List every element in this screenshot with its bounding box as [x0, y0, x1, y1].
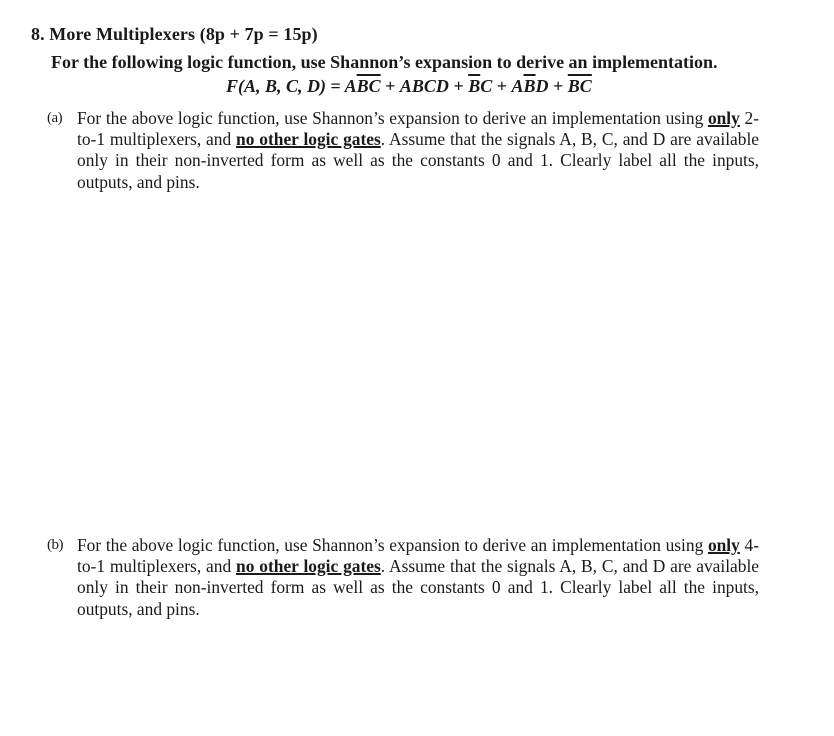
equation-term-5-bar: $\overline{BC}$ [567, 76, 592, 96]
part-a-no-other-logic-gates: no other logic gates [236, 129, 381, 150]
equation-term-1-bar: $\overline{BC}$ [356, 76, 381, 96]
equation-term-4-a: A [511, 76, 524, 96]
equation-term-4-d: D [535, 76, 549, 96]
part-b-text [77, 535, 759, 620]
part-a-text-1: For the above logic function, use Shannon’s expansion to derive an implementation using [77, 108, 708, 128]
equation-term-3-bar: $\overline{B}$ [468, 76, 481, 96]
equation-plus: + [380, 76, 400, 96]
part-a [47, 108, 759, 193]
part-b [47, 535, 759, 620]
problem-intro: For the following logic function, use Shannon’s expansion to derive an implementation. [51, 52, 718, 72]
part-a-text-2: 2-to-1 multiplexers, and [77, 108, 759, 150]
equation-equals: = [330, 76, 341, 96]
part-a-text [77, 108, 759, 193]
equation-term-3-c: C [480, 76, 493, 96]
equation-term-4-bar: $\overline{B}$ [523, 76, 536, 96]
equation-plus: + [448, 76, 469, 96]
equation-lhs: F(A, B, C, D) [226, 76, 331, 96]
part-b-text-3: . Assume that the signals A, B, C, and D are available only in their non-inverted form as well as the constants 0 and 1. Clearly label all the inputs, outputs, and pins. [77, 556, 759, 619]
part-b-no-other-logic-gates: no other logic gates [236, 556, 381, 577]
problem-heading: 8. More Multiplexers (8p + 7p = 15p) [31, 24, 318, 44]
equation-plus: + [492, 76, 512, 96]
part-b-text-1: For the above logic function, use Shannon’s expansion to derive an implementation using [77, 535, 708, 555]
part-b-only: only [707, 535, 740, 555]
part-a-only: only [707, 108, 740, 128]
part-a-label: (a) [47, 110, 63, 126]
part-a-text-3: . Assume that the signals A, B, C, and D are available only in their non-inverted form as well as the constants 0 and 1. Clearly label all the inputs, outputs, and pins. [77, 129, 759, 192]
part-b-text-2: 4-to-1 multiplexers, and [77, 535, 759, 577]
logic-equation [226, 76, 592, 97]
equation-term-2: ABCD [399, 76, 449, 96]
equation-term-1-a: A [340, 76, 357, 96]
part-b-label: (b) [47, 537, 63, 553]
equation-plus: + [548, 76, 568, 96]
